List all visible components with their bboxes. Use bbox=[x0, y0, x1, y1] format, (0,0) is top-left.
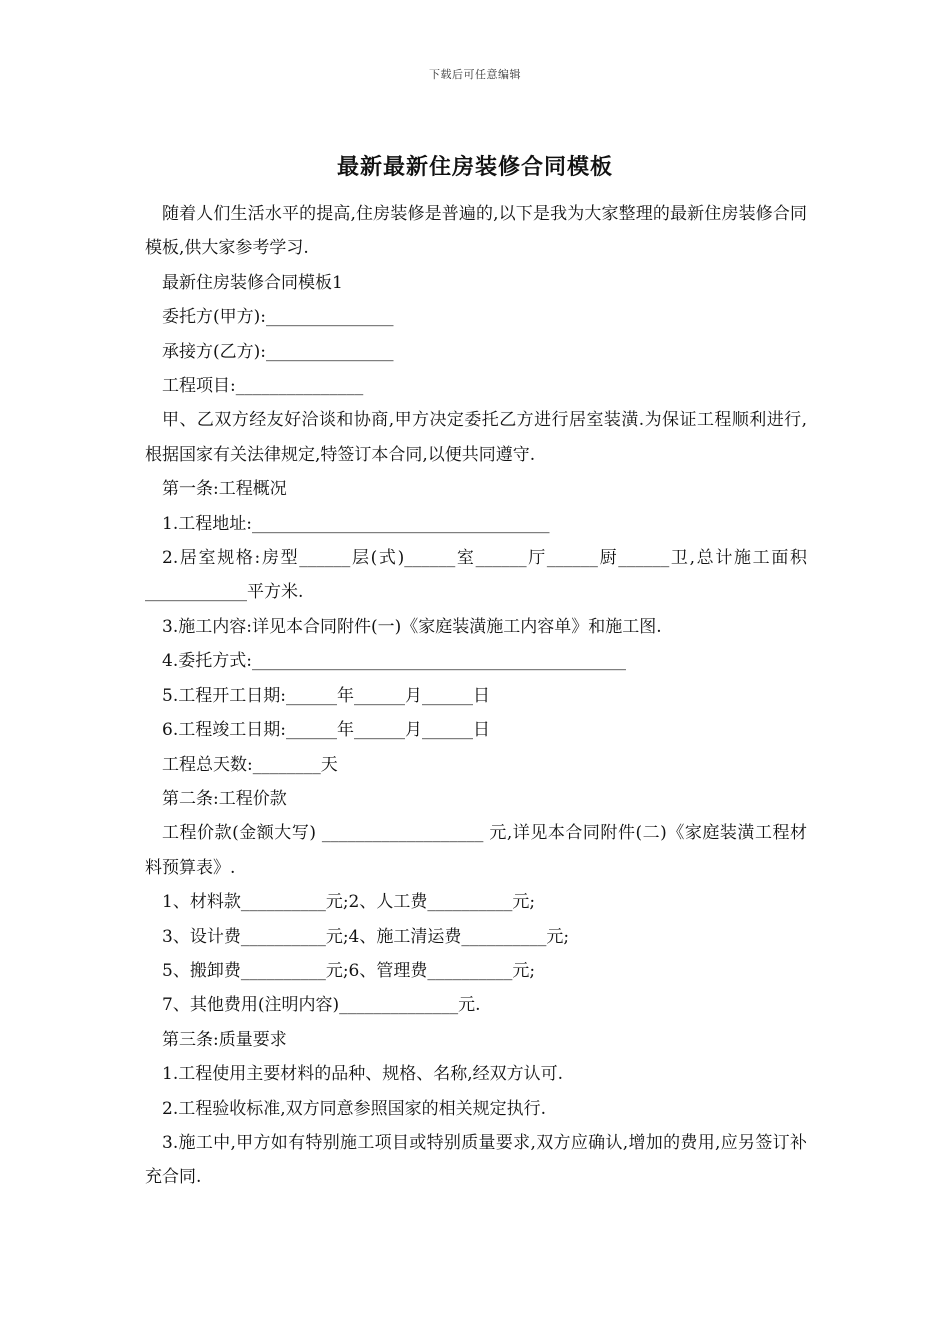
fee-line-2: 3、设计费__________元;4、施工清运费__________元; bbox=[162, 926, 570, 947]
quality-clause-2: 2.工程验收标准,双方同意参照国家的相关规定执行. bbox=[162, 1098, 547, 1119]
article-2-heading: 第二条:工程价款 bbox=[162, 788, 287, 809]
clause-price: 工程价款(金额大写) ___________________ 元,详见本合同附件(二)《家庭装潢工程材料预算表》. bbox=[145, 823, 807, 878]
page-header: 下载后可任意编辑 bbox=[429, 68, 521, 81]
clause-total-days: 工程总天数:________天 bbox=[162, 754, 338, 775]
quality-clause-1: 1.工程使用主要材料的品种、规格、名称,经双方认可. bbox=[162, 1064, 564, 1085]
clause-start-date: 5.工程开工日期:______年______月______日 bbox=[162, 685, 490, 706]
preamble-paragraph: 甲、乙双方经友好洽谈和协商,甲方决定委托乙方进行居室装潢.为保证工程顺利进行,根据国家有关法律规定,特签订本合同,以便共同遵守. bbox=[145, 410, 807, 465]
article-3-heading: 第三条:质量要求 bbox=[162, 1029, 287, 1050]
party-a-line: 委托方(甲方):_______________ bbox=[162, 307, 394, 328]
document-title: 最新最新住房装修合同模板 bbox=[336, 155, 613, 180]
intro-paragraph: 随着人们生活水平的提高,住房装修是普遍的,以下是我为大家整理的最新住房装修合同模板,供大家参考学习. bbox=[145, 204, 807, 259]
fee-line-4: 7、其他费用(注明内容)______________元. bbox=[162, 995, 481, 1016]
clause-address: 1.工程地址:___________________________________ bbox=[162, 513, 550, 534]
clause-room-spec: 2.居室规格:房型______层(式)______室______厅______厨______卫,总计施工面积____________平方米. bbox=[145, 548, 807, 603]
template-heading: 最新住房装修合同模板1 bbox=[162, 272, 343, 293]
fee-line-3: 5、搬卸费__________元;6、管理费__________元; bbox=[162, 960, 536, 981]
clause-construction-content: 3.施工内容:详见本合同附件(一)《家庭装潢施工内容单》和施工图. bbox=[162, 616, 662, 637]
fee-line-1: 1、材料款__________元;2、人工费__________元; bbox=[162, 892, 536, 913]
clause-commission-method: 4.委托方式:____________________________________________ bbox=[162, 651, 626, 672]
project-line: 工程项目:_______________ bbox=[162, 376, 364, 397]
quality-clause-3: 3.施工中,甲方如有特别施工项目或特别质量要求,双方应确认,增加的费用,应另签订补充合同. bbox=[145, 1132, 807, 1188]
party-b-line: 承接方(乙方):_______________ bbox=[162, 341, 394, 362]
article-1-heading: 第一条:工程概况 bbox=[162, 479, 287, 500]
document-body bbox=[145, 197, 807, 1195]
clause-end-date: 6.工程竣工日期:______年______月______日 bbox=[162, 720, 490, 741]
